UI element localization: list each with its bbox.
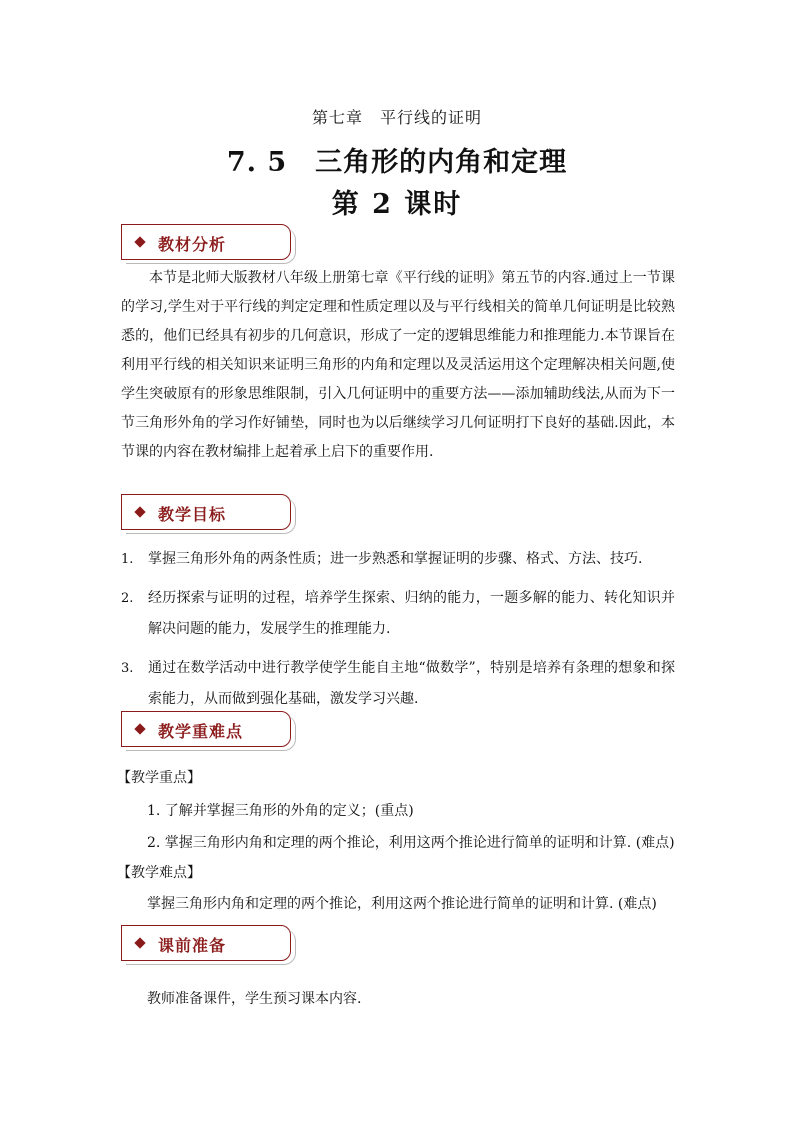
diamond-bullet-icon: [134, 723, 145, 734]
focus-item: 2. 掌握三角形内角和定理的两个推论，利用这两个推论进行简单的证明和计算. (难点): [147, 835, 675, 851]
list-item: [121, 544, 675, 575]
goals-list: [121, 544, 675, 715]
section-title-analysis: 教材分析: [158, 235, 227, 254]
lesson-subtitle: 第 2 课时: [331, 189, 463, 220]
section-title-keypoints: 教学重难点: [158, 722, 244, 741]
list-item-text: 通过在数学活动中进行教学使学生能自主地“做数学”，特别是培养有条理的想象和探索能力，从而做到强化基础，激发学习兴趣.: [148, 660, 675, 707]
section-title-preparation: 课前准备: [158, 936, 227, 955]
list-item-number: 2.: [121, 591, 134, 606]
focus-item: 1. 了解并掌握三角形的外角的定义；(重点): [147, 803, 414, 819]
diamond-bullet-icon: [134, 506, 145, 517]
analysis-paragraph: 本节是北师大版教材八年级上册第七章《平行线的证明》第五节的内容.通过上一节课的学习,学生对于平行线的判定定理和性质定理以及与平行线相关的简单几何证明是比较熟悉的，他们已经具有初步的几何意识，形成了一定的逻辑思维能力和推理能力.本节课旨在利用平行线的相关知识来证明三角形的内角和定理以及灵活运用这个定理解决相关问题,使学生突破原有的形象思维限制，引入几何证明中的重要方法——添加辅助线法,从而为下一节三角形外角的学习作好铺垫，同时也为以后继续学习几何证明打下良好的基础.因此，本节课的内容在教材编排上起着承上启下的重要作用.: [121, 270, 675, 460]
section-header-goals: [121, 494, 291, 530]
lesson-title: 7. 5 三角形的内角和定理: [226, 147, 568, 178]
diamond-bullet-icon: [134, 236, 145, 247]
list-item-text: 经历探索与证明的过程，培养学生探索、归纳的能力，一题多解的能力、转化知识并解决问题的能力，发展学生的推理能力.: [148, 590, 675, 637]
preparation-text: 教师准备课件，学生预习课本内容.: [147, 991, 362, 1007]
list-item: [121, 583, 675, 645]
section-title-goals: 教学目标: [158, 505, 227, 524]
diamond-bullet-icon: [134, 937, 145, 948]
section-header-preparation: [121, 925, 291, 961]
difficulty-label: 【教学难点】: [117, 865, 201, 881]
section-header-keypoints: [121, 711, 291, 747]
focus-label: 【教学重点】: [117, 770, 201, 786]
list-item-text: 掌握三角形外角的两条性质；进一步熟悉和掌握证明的步骤、格式、方法、技巧.: [148, 551, 643, 567]
difficulty-text: 掌握三角形内角和定理的两个推论，利用这两个推论进行简单的证明和计算. (难点): [147, 896, 657, 912]
list-item: [121, 653, 675, 715]
chapter-heading: 第七章 平行线的证明: [311, 108, 482, 127]
section-header-analysis: [121, 224, 291, 260]
list-item-number: 1.: [121, 552, 134, 567]
list-item-number: 3.: [121, 661, 134, 676]
